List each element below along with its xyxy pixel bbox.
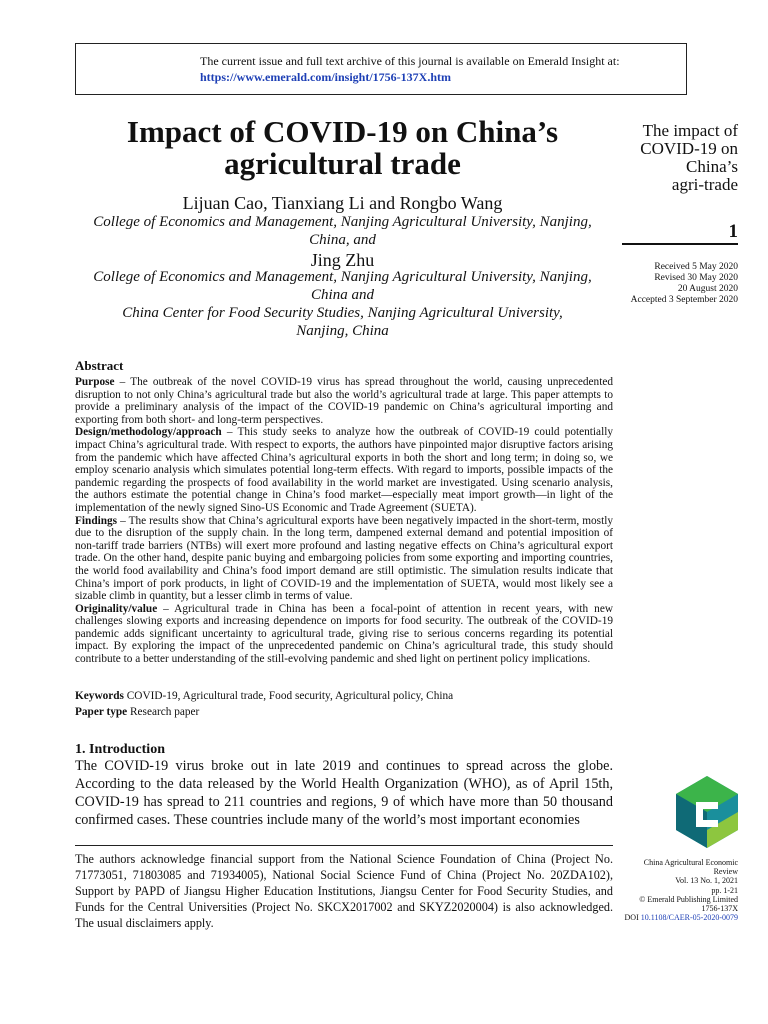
design-label: Design/methodology/approach <box>75 426 222 439</box>
footnote-divider <box>75 845 613 846</box>
keywords-text: COVID-19, Agricultural trade, Food security, Agricultural policy, China <box>123 690 454 702</box>
originality-text: – Agricultural trade in China has been a focal-point of attention in recent years, with new challenges slowing exports and increasing dependence on imports for food security. The outbreak of the COVID-19 pandemic adds significant uncertainty to agricultural trade, giving rise to serious concerns regarding its potential impact. By exploring the impact of the unprecedented pandemic on China’s agricultural trade, this study should contribute to a better understanding of the still-evolving pandemic and shed light on pertinent policy implications. <box>75 602 613 666</box>
affiliation-1-line-2: China, and <box>309 232 376 248</box>
affiliation-1 <box>75 213 610 249</box>
affiliation-2-line-1: College of Economics and Management, Nanjing Agricultural University, Nanjing, <box>93 269 592 285</box>
acknowledgement-footnote: The authors acknowledge financial support from the National Science Foundation of China (Project No. 71773051, 71803085 and 71934005), National Social Science Fund of China (Project No. 20ZDA102), Support by PAPD of Jiangsu Higher Education Institutions, Jiangsu Center for Food Security Studies, and Funds for the Central Universities (Project No. SKCX2017002 and SKYZ2020004) is also acknowledged. The usual disclaimers apply. <box>75 852 613 930</box>
journal-notice-box <box>75 43 687 95</box>
authors-group-1: Lijuan Cao, Tianxiang Li and Rongbo Wang <box>182 193 503 213</box>
date-received: Received 5 May 2020 <box>654 262 738 272</box>
originality-label: Originality/value <box>75 602 158 615</box>
journal-publisher: © Emerald Publishing Limited <box>639 894 738 904</box>
purpose-text: – The outbreak of the novel COVID-19 virus has spread throughout the world, causing unprecedented disruption to not only China’s agricultural trade but also the world’s agricultural trade at large. This paper attempts to provide a preliminary analysis of the impact of the COVID-19 pandemic on China’s agricultural importing and exporting from both short- and long-term perspectives. <box>75 376 613 426</box>
journal-logo-icon <box>676 776 738 848</box>
keywords-label: Keywords <box>75 690 124 702</box>
running-title <box>598 122 738 194</box>
introduction-paragraph: The COVID-19 virus broke out in late 2019 and continues to spread across the globe. According to the data released by the World Health Organization (WHO), as of April 15th, COVID-19 has spread to 211 countries and regions, 9 of which have more than 50 thousand confirmed cases. These countries include many of the world’s most important economies <box>75 758 613 828</box>
affiliation-2 <box>75 268 610 340</box>
journal-pages: pp. 1-21 <box>711 885 738 895</box>
paper-type-text: Research paper <box>127 706 200 718</box>
journal-name-line-1: China Agricultural Economic <box>643 858 738 867</box>
date-accepted: Accepted 3 September 2020 <box>630 295 738 305</box>
journal-name-line-2: Review <box>713 867 738 877</box>
abstract-design <box>75 426 613 514</box>
journal-issn: 1756-137X <box>701 904 738 914</box>
submission-dates <box>631 262 738 306</box>
abstract-body <box>75 376 613 666</box>
running-title-line-4: agri-trade <box>671 175 738 194</box>
paper-type <box>75 704 613 720</box>
affiliation-2-line-4: Nanjing, China <box>296 323 389 339</box>
page-number: 1 <box>728 221 738 242</box>
affiliation-2-line-3: China Center for Food Security Studies, Nanjing Agricultural University, <box>122 305 563 321</box>
section-heading-introduction: 1. Introduction <box>75 742 165 757</box>
authors-group-2: Jing Zhu <box>310 250 375 270</box>
keywords <box>75 688 613 704</box>
paper-title <box>75 116 610 180</box>
purpose-label: Purpose <box>75 376 115 388</box>
running-title-line-3: China’s <box>686 157 738 176</box>
title-line-2: agricultural trade <box>224 146 461 181</box>
journal-volume: Vol. 13 No. 1, 2021 <box>675 876 738 886</box>
date-revised-1: Revised 30 May 2020 <box>654 273 738 283</box>
running-title-line-1: The impact of <box>642 121 738 140</box>
journal-link[interactable]: https://www.emerald.com/insight/1756-137X.htm <box>200 70 451 84</box>
design-text: – This study seeks to analyze how the outbreak of COVID-19 could potentially impact China’s agricultural trade. With respect to exports, the authors have pinpointed major disruptive factors arising from the pandemic which have affected China’s agricultural exports in both the short and long term; in doing so, we employ scenario analysis which simulates potential long-term effects. With regard to imports, possible impacts of the pandemic regarding the prospects of food availability in the world market are investigated. Using scenario analysis, the authors estimate the potential change in China’s food market—especially meat import growth—in light of the implementation of the newly signed Sino-US Economic and Trade Agreement (SUETA). <box>75 426 613 514</box>
findings-text: – The results show that China’s agricultural exports have been negatively impacted in the short-term, mostly due to the disruption of the supply chain. In the long term, dampened external demand and potential imposition of non-tariff trade barriers (NTBs) will exert more profound and lasting negative effects on China’s agricultural export trade. On the other hand, despite panic buying and embargoing policies from some exporting and importing countries, the world food availability and China’s food import demand are still optimistic. The simulation results indicate that China’s import of pork products, in light of COVID-19 and the implementation of SUETA, would most likely see a sizable climb in quantity, but a lesser climb in terms of value. <box>75 514 613 603</box>
doi-link[interactable]: 10.1108/CAER-05-2020-0079 <box>640 913 738 923</box>
findings-label: Findings <box>75 514 118 527</box>
notice-text: The current issue and full text archive of this journal is available on Emerald Insight at: <box>200 54 620 68</box>
doi-label: DOI <box>624 913 641 923</box>
side-divider <box>622 243 738 245</box>
abstract-findings <box>75 515 613 603</box>
affiliation-2-line-2: China and <box>311 287 374 303</box>
journal-info <box>613 858 738 922</box>
affiliation-1-line-1: College of Economics and Management, Nanjing Agricultural University, Nanjing, <box>93 214 592 230</box>
abstract-heading: Abstract <box>75 358 124 373</box>
paper-type-label: Paper type <box>75 706 128 718</box>
abstract-originality <box>75 603 613 666</box>
abstract-purpose <box>75 376 613 426</box>
running-title-line-2: COVID-19 on <box>640 139 738 158</box>
keywords-block <box>75 688 613 720</box>
title-line-1: Impact of COVID-19 on China’s <box>126 114 559 149</box>
date-revised-2: 20 August 2020 <box>677 284 738 294</box>
